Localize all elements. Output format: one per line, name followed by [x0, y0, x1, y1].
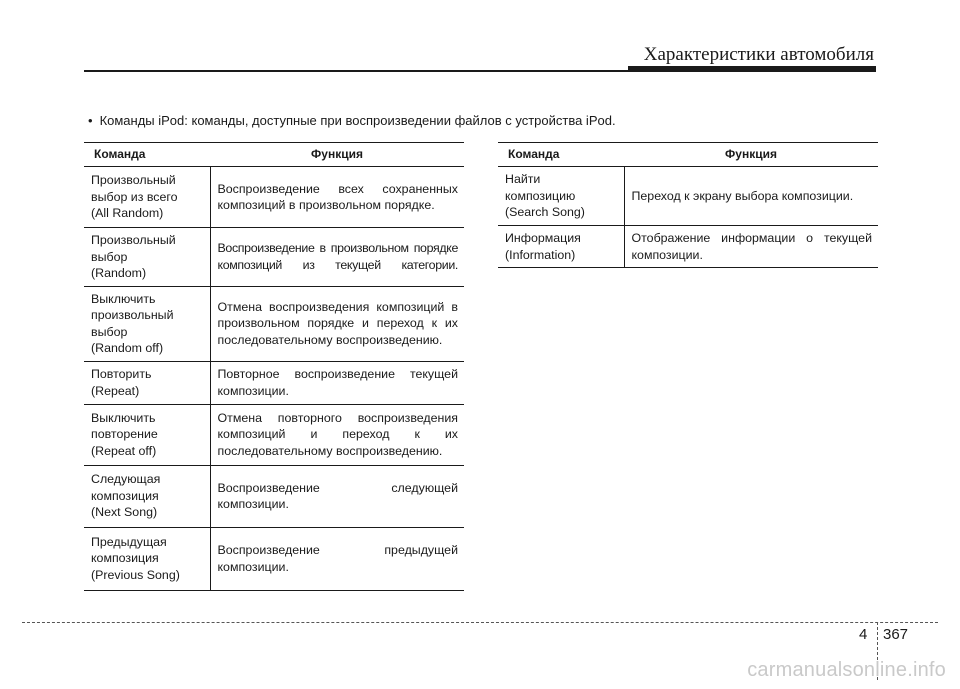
watermark: carmanualsonline.info [747, 659, 946, 681]
function-cell: Переход к экрану выбора композиции. [624, 167, 878, 226]
table-row [84, 361, 464, 404]
command-cell: Найти композицию (Search Song) [498, 167, 624, 226]
table-header-row [84, 143, 464, 167]
function-cell: Повторное воспроизведение текущей композиции. [210, 361, 464, 404]
table-row [84, 465, 464, 527]
function-cell: Воспроизведение в произвольном порядке композиций из текущей категории. [210, 228, 464, 287]
table-row [84, 286, 464, 361]
page-number: 367 [883, 626, 909, 643]
footer-divider [22, 622, 938, 623]
column-header-function: Функция [210, 143, 464, 167]
command-cell: Информация (Information) [498, 226, 624, 268]
table-row [498, 167, 878, 226]
intro-text: Команды iPod: команды, доступные при воспроизведении файлов с устройства iPod. [99, 113, 616, 128]
command-cell: Повторить (Repeat) [84, 361, 210, 404]
table-row [84, 167, 464, 228]
command-cell: Следующая композиция (Next Song) [84, 465, 210, 527]
commands-table-left [84, 142, 464, 591]
table-row [84, 527, 464, 590]
command-cell: Выключить повторение (Repeat off) [84, 404, 210, 465]
intro-paragraph [88, 113, 616, 128]
function-cell: Воспроизведение предыдущей композиции. [210, 527, 464, 590]
header-rule [84, 70, 630, 72]
table-row [498, 226, 878, 268]
bullet-icon: • [88, 113, 93, 128]
table-header-row [498, 143, 878, 167]
page-header-title: Характеристики автомобиля [643, 44, 874, 65]
column-header-function: Функция [624, 143, 878, 167]
command-cell: Произвольный выбор из всего (All Random) [84, 167, 210, 228]
commands-table-right [498, 142, 878, 268]
function-cell: Отображение информации о текущей композиции. [624, 226, 878, 268]
function-cell: Отмена повторного воспроизведения композиций и переход к их последовательному воспроизведению. [210, 404, 464, 465]
column-header-command: Команда [84, 143, 210, 167]
command-cell: Выключить произвольный выбор (Random off) [84, 286, 210, 361]
column-header-command: Команда [498, 143, 624, 167]
chapter-number: 4 [859, 626, 868, 643]
table-row [84, 228, 464, 287]
function-cell: Отмена воспроизведения композиций в произвольном порядке и переход к их последовательному воспроизведению. [210, 286, 464, 361]
function-cell: Воспроизведение всех сохраненных композиций в произвольном порядке. [210, 167, 464, 228]
command-cell: Предыдущая композиция (Previous Song) [84, 527, 210, 590]
header-rule-accent [628, 66, 876, 72]
function-cell: Воспроизведение следующей композиции. [210, 465, 464, 527]
command-cell: Произвольный выбор (Random) [84, 228, 210, 287]
table-row [84, 404, 464, 465]
